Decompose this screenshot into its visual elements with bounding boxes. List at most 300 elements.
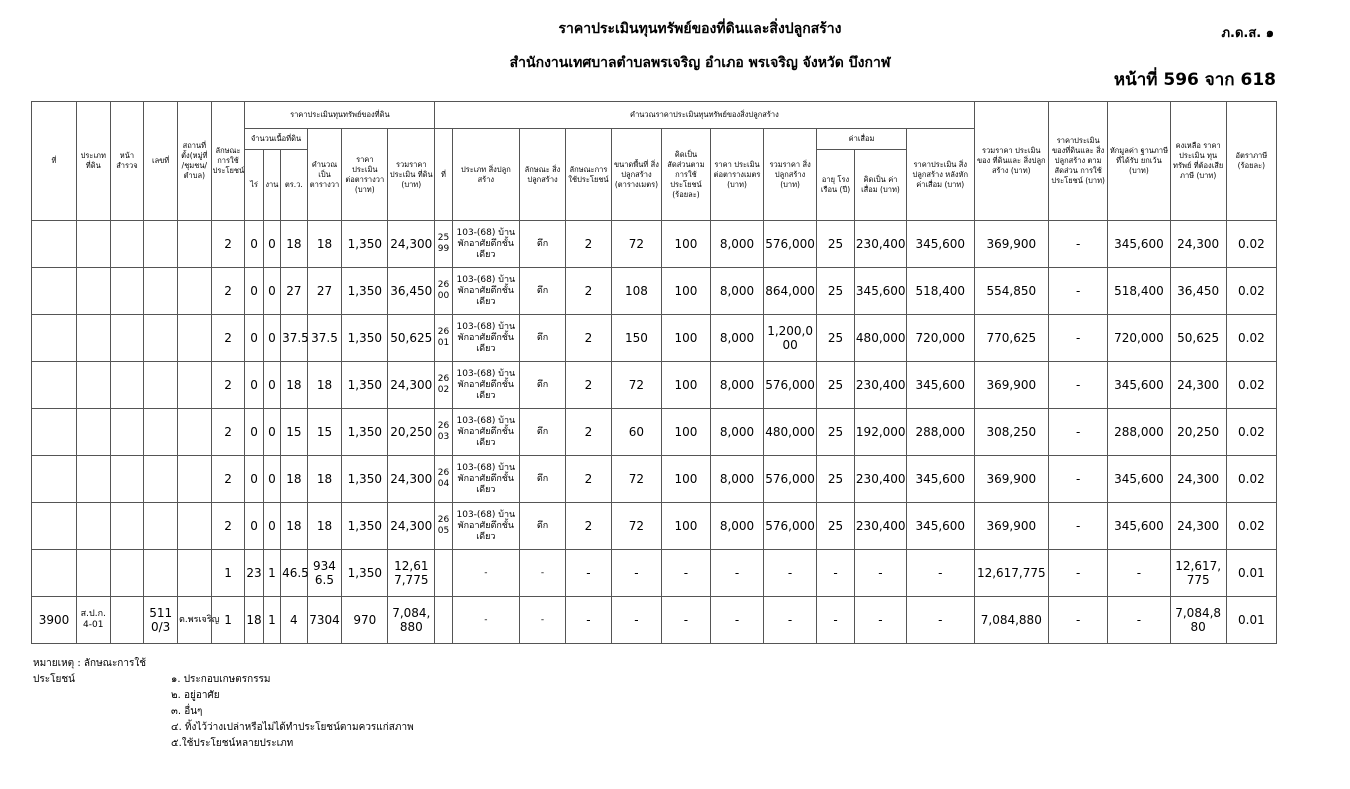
col-calc-wa: คำนวณ เป็น ตารางวา: [307, 129, 342, 221]
cell-b-usage: 2: [565, 456, 611, 503]
col-b-no: ที่: [435, 129, 452, 221]
cell-land-type: [76, 503, 110, 550]
cell-rate: 0.02: [1226, 456, 1276, 503]
cell-b-depr: 192,000: [854, 409, 906, 456]
cell-sum-total: 554,850: [974, 268, 1049, 315]
cell-price-per-wa: 1,350: [342, 550, 388, 597]
cell-remain: 7,084,880: [1170, 597, 1226, 644]
cell-ratio: -: [1049, 362, 1108, 409]
cell-location: [177, 221, 211, 268]
cell-no: 3900: [32, 597, 77, 644]
col-wa: ตร.ว.: [281, 150, 308, 221]
cell-survey-page: [110, 456, 144, 503]
cell-b-price-sqm: 8,000: [710, 362, 763, 409]
cell-b-after: 288,000: [906, 409, 974, 456]
cell-land-type: [76, 550, 110, 597]
cell-b-area: 72: [611, 503, 661, 550]
cell-sum-total: 7,084,880: [974, 597, 1049, 644]
cell-b-area: 72: [611, 221, 661, 268]
cell-remain: 12,617,775: [1170, 550, 1226, 597]
cell-land-type: ส.ป.ก. 4-01: [76, 597, 110, 644]
note-item-5: ๕.ใช้ประโยชน์หลายประเภท: [171, 738, 294, 749]
cell-b-age: 25: [817, 268, 855, 315]
cell-b-price-sqm: -: [710, 597, 763, 644]
cell-b-price-sqm: 8,000: [710, 315, 763, 362]
assessment-table: [31, 101, 1277, 644]
cell-b-pct: 100: [661, 268, 710, 315]
col-b-total: รวมราคา สิ่งปลูกสร้าง (บาท): [764, 129, 817, 221]
cell-rate: 0.02: [1226, 315, 1276, 362]
cell-location: [177, 550, 211, 597]
cell-remain: 24,300: [1170, 221, 1226, 268]
cell-remain: 24,300: [1170, 503, 1226, 550]
cell-b-age: 25: [817, 503, 855, 550]
cell-ngan: 1: [263, 597, 280, 644]
cell-b-depr: 230,400: [854, 221, 906, 268]
col-usage: ลักษณะ การใช้ ประโยชน์: [211, 102, 245, 221]
cell-b-after: 345,600: [906, 456, 974, 503]
cell-ngan: 0: [263, 268, 280, 315]
col-price-per-wa: ราคา ประเมิน ต่อตารางวา (บาท): [342, 129, 388, 221]
cell-rai: 0: [245, 315, 263, 362]
cell-b-usage: 2: [565, 315, 611, 362]
cell-calc-wa: 18: [307, 456, 342, 503]
cell-b-age: 25: [817, 456, 855, 503]
cell-b-area: 72: [611, 456, 661, 503]
cell-b-char: -: [520, 550, 566, 597]
cell-b-char: -: [520, 597, 566, 644]
cell-usage: 2: [211, 221, 245, 268]
cell-remain: 36,450: [1170, 268, 1226, 315]
col-b-pct: คิดเป็น สัดส่วนตาม การใช้ ประโยชน์ (ร้อยละ): [661, 129, 710, 221]
cell-ngan: 0: [263, 362, 280, 409]
cell-b-type: 103-(68) บ้านพักอาศัยตึกชั้นเดียว: [452, 268, 519, 315]
cell-b-no: 2604: [435, 456, 452, 503]
cell-b-area: -: [611, 550, 661, 597]
table-row: [32, 315, 1277, 362]
cell-location: [177, 268, 211, 315]
cell-b-total: 480,000: [764, 409, 817, 456]
cell-b-age: 25: [817, 362, 855, 409]
cell-b-age: -: [817, 597, 855, 644]
cell-ngan: 0: [263, 503, 280, 550]
cell-b-price-sqm: 8,000: [710, 409, 763, 456]
col-no: ที่: [32, 102, 77, 221]
cell-b-no: [435, 550, 452, 597]
cell-b-type: 103-(68) บ้านพักอาศัยตึกชั้นเดียว: [452, 456, 519, 503]
cell-b-pct: -: [661, 597, 710, 644]
cell-rate: 0.02: [1226, 362, 1276, 409]
cell-rate: 0.02: [1226, 409, 1276, 456]
cell-survey-page: [110, 268, 144, 315]
group-depr: ค่าเสื่อม: [817, 129, 907, 150]
group-building: คำนวณราคาประเมินทุนทรัพย์ของสิ่งปลูกสร้าง: [435, 102, 974, 129]
cell-rai: 0: [245, 409, 263, 456]
note-item-3: ๓. อื่นๆ: [171, 706, 203, 717]
cell-b-price-sqm: 8,000: [710, 221, 763, 268]
cell-land-total: 36,450: [388, 268, 435, 315]
cell-b-price-sqm: 8,000: [710, 503, 763, 550]
cell-calc-wa: 37.5: [307, 315, 342, 362]
cell-ratio: -: [1049, 409, 1108, 456]
cell-b-pct: 100: [661, 409, 710, 456]
cell-no: [32, 503, 77, 550]
cell-usage: 2: [211, 456, 245, 503]
col-survey-page: หน้า สำรวจ: [110, 102, 144, 221]
cell-b-total: 576,000: [764, 221, 817, 268]
cell-wa: 18: [281, 456, 308, 503]
cell-b-type: 103-(68) บ้านพักอาศัยตึกชั้นเดียว: [452, 315, 519, 362]
cell-usage: 2: [211, 362, 245, 409]
cell-location: [177, 503, 211, 550]
cell-rai: 0: [245, 456, 263, 503]
cell-rate: 0.02: [1226, 221, 1276, 268]
cell-b-after: -: [906, 597, 974, 644]
cell-b-type: 103-(68) บ้านพักอาศัยตึกชั้นเดียว: [452, 503, 519, 550]
cell-land-total: 20,250: [388, 409, 435, 456]
cell-ratio: -: [1049, 456, 1108, 503]
cell-usage: 2: [211, 503, 245, 550]
cell-b-char: ตึก: [520, 268, 566, 315]
cell-doc-no: [144, 315, 178, 362]
cell-b-age: 25: [817, 315, 855, 362]
cell-deduct: 518,400: [1108, 268, 1170, 315]
cell-b-pct: 100: [661, 315, 710, 362]
cell-calc-wa: 18: [307, 362, 342, 409]
cell-b-price-sqm: 8,000: [710, 456, 763, 503]
cell-price-per-wa: 1,350: [342, 456, 388, 503]
cell-b-price-sqm: -: [710, 550, 763, 597]
cell-b-area: 60: [611, 409, 661, 456]
cell-b-usage: 2: [565, 503, 611, 550]
col-doc-no: เลขที่: [144, 102, 178, 221]
cell-rai: 0: [245, 221, 263, 268]
table-row: [32, 456, 1277, 503]
cell-doc-no: [144, 503, 178, 550]
cell-b-pct: 100: [661, 362, 710, 409]
cell-b-area: 150: [611, 315, 661, 362]
cell-land-type: [76, 268, 110, 315]
cell-doc-no: [144, 456, 178, 503]
office-name: สำนักงานเทศบาลตำบลพรเจริญ อำเภอ พรเจริญ จังหวัด บึงกาฬ: [509, 55, 891, 71]
col-b-depr: คิดเป็น ค่าเสื่อม (บาท): [854, 150, 906, 221]
cell-b-no: 2603: [435, 409, 452, 456]
cell-sum-total: 369,900: [974, 221, 1049, 268]
cell-wa: 18: [281, 362, 308, 409]
cell-b-after: 345,600: [906, 362, 974, 409]
cell-b-total: 576,000: [764, 456, 817, 503]
cell-land-total: 24,300: [388, 503, 435, 550]
cell-ratio: -: [1049, 221, 1108, 268]
cell-b-type: 103-(68) บ้านพักอาศัยตึกชั้นเดียว: [452, 221, 519, 268]
cell-sum-total: 369,900: [974, 503, 1049, 550]
cell-b-after: 720,000: [906, 315, 974, 362]
cell-ngan: 0: [263, 315, 280, 362]
cell-b-no: 2602: [435, 362, 452, 409]
cell-b-type: -: [452, 597, 519, 644]
cell-survey-page: [110, 597, 144, 644]
cell-rai: 18: [245, 597, 263, 644]
cell-wa: 18: [281, 221, 308, 268]
cell-ngan: 0: [263, 409, 280, 456]
cell-ratio: -: [1049, 268, 1108, 315]
cell-calc-wa: 7304: [307, 597, 342, 644]
cell-wa: 27: [281, 268, 308, 315]
cell-land-total: 24,300: [388, 221, 435, 268]
cell-no: [32, 268, 77, 315]
cell-b-depr: -: [854, 597, 906, 644]
col-rate: อัตราภาษี (ร้อยละ): [1226, 102, 1276, 221]
cell-b-age: 25: [817, 221, 855, 268]
cell-wa: 37.5: [281, 315, 308, 362]
cell-ratio: -: [1049, 597, 1108, 644]
cell-b-after: 345,600: [906, 221, 974, 268]
note-item-4: ๔. ทิ้งไว้ว่างเปล่าหรือไม่ได้ทำประโยชน์ตามควรแก่สภาพ: [171, 722, 414, 733]
document-title: ราคาประเมินทุนทรัพย์ของที่ดินและสิ่งปลูกสร้าง: [558, 21, 842, 37]
cell-remain: 24,300: [1170, 456, 1226, 503]
cell-rai: 0: [245, 503, 263, 550]
cell-deduct: -: [1108, 597, 1170, 644]
cell-survey-page: [110, 503, 144, 550]
cell-b-char: ตึก: [520, 456, 566, 503]
col-remain: คงเหลือ ราคาประเมิน ทุนทรัพย์ ที่ต้องเสียภาษี (บาท): [1170, 102, 1226, 221]
cell-rai: 0: [245, 268, 263, 315]
cell-b-depr: 230,400: [854, 503, 906, 550]
cell-b-type: -: [452, 550, 519, 597]
cell-doc-no: [144, 550, 178, 597]
col-location: สถานที่ตั้ง(หมู่ที่ /ชุมชน/ ตำบล): [177, 102, 211, 221]
cell-land-total: 24,300: [388, 362, 435, 409]
col-b-area: ขนาดพื้นที่ สิ่งปลูกสร้าง (ตารางเมตร): [611, 129, 661, 221]
cell-survey-page: [110, 362, 144, 409]
cell-doc-no: 5110/3: [144, 597, 178, 644]
cell-land-type: [76, 409, 110, 456]
cell-deduct: 345,600: [1108, 503, 1170, 550]
cell-deduct: 345,600: [1108, 221, 1170, 268]
cell-deduct: 720,000: [1108, 315, 1170, 362]
cell-location: [177, 362, 211, 409]
cell-deduct: 345,600: [1108, 456, 1170, 503]
table-row: [32, 550, 1277, 597]
col-deduct: หักมูลค่า ฐานภาษี ที่ได้รับ ยกเว้น (บาท): [1108, 102, 1170, 221]
table-row: [32, 597, 1277, 644]
cell-usage: 2: [211, 315, 245, 362]
table-row: [32, 362, 1277, 409]
cell-b-total: 576,000: [764, 503, 817, 550]
cell-b-age: -: [817, 550, 855, 597]
cell-rai: 0: [245, 362, 263, 409]
cell-land-type: [76, 315, 110, 362]
cell-b-depr: -: [854, 550, 906, 597]
cell-land-type: [76, 221, 110, 268]
cell-b-usage: 2: [565, 268, 611, 315]
cell-land-total: 12,617,775: [388, 550, 435, 597]
col-b-usage: ลักษณะการ ใช้ประโยชน์: [565, 129, 611, 221]
cell-b-after: 518,400: [906, 268, 974, 315]
cell-location: [177, 456, 211, 503]
cell-ratio: -: [1049, 503, 1108, 550]
cell-b-usage: -: [565, 597, 611, 644]
col-land-type: ประเภท ที่ดิน: [76, 102, 110, 221]
cell-ratio: -: [1049, 315, 1108, 362]
cell-b-depr: 230,400: [854, 362, 906, 409]
col-sum-total: รวมราคา ประเมินของ ที่ดินและ สิ่งปลูกสร้าง (บาท): [974, 102, 1049, 221]
cell-b-area: 72: [611, 362, 661, 409]
cell-b-pct: 100: [661, 456, 710, 503]
cell-b-total: 864,000: [764, 268, 817, 315]
note-item-1: ๑. ประกอบเกษตรกรรม: [171, 674, 271, 685]
cell-calc-wa: 27: [307, 268, 342, 315]
cell-ngan: 0: [263, 221, 280, 268]
cell-b-pct: 100: [661, 503, 710, 550]
cell-price-per-wa: 1,350: [342, 221, 388, 268]
table-row: [32, 268, 1277, 315]
cell-b-usage: 2: [565, 409, 611, 456]
cell-sum-total: 308,250: [974, 409, 1049, 456]
group-area: จำนวนเนื้อที่ดิน: [245, 129, 307, 150]
cell-price-per-wa: 1,350: [342, 409, 388, 456]
cell-calc-wa: 18: [307, 503, 342, 550]
cell-b-no: 2605: [435, 503, 452, 550]
cell-land-total: 24,300: [388, 456, 435, 503]
cell-wa: 46.5: [281, 550, 308, 597]
cell-no: [32, 456, 77, 503]
col-land-total: รวมราคา ประเมิน ที่ดิน (บาท): [388, 129, 435, 221]
cell-remain: 50,625: [1170, 315, 1226, 362]
cell-b-total: -: [764, 597, 817, 644]
cell-no: [32, 315, 77, 362]
cell-doc-no: [144, 221, 178, 268]
note-item-2: ๒. อยู่อาศัย: [171, 690, 220, 701]
cell-b-pct: -: [661, 550, 710, 597]
cell-b-no: 2600: [435, 268, 452, 315]
cell-survey-page: [110, 315, 144, 362]
cell-price-per-wa: 1,350: [342, 315, 388, 362]
cell-b-char: ตึก: [520, 221, 566, 268]
cell-no: [32, 550, 77, 597]
table-row: [32, 221, 1277, 268]
cell-calc-wa: 15: [307, 409, 342, 456]
cell-doc-no: [144, 268, 178, 315]
col-b-price-sqm: ราคา ประเมิน ต่อตารางเมตร (บาท): [710, 129, 763, 221]
cell-sum-total: 369,900: [974, 456, 1049, 503]
page-indicator: หน้าที่ 596 จาก 618: [1113, 70, 1276, 90]
cell-price-per-wa: 1,350: [342, 503, 388, 550]
cell-b-usage: 2: [565, 362, 611, 409]
cell-deduct: -: [1108, 550, 1170, 597]
notes-lead: หมายเหตุ : ลักษณะการใช้ประโยชน์: [33, 658, 147, 685]
cell-survey-page: [110, 550, 144, 597]
cell-b-after: -: [906, 550, 974, 597]
cell-b-depr: 345,600: [854, 268, 906, 315]
col-rai: ไร่: [245, 150, 263, 221]
cell-b-char: ตึก: [520, 503, 566, 550]
cell-rate: 0.01: [1226, 550, 1276, 597]
notes: [33, 656, 414, 752]
col-ngan: งาน: [263, 150, 280, 221]
cell-b-char: ตึก: [520, 315, 566, 362]
col-b-age: อายุ โรงเรือน (ปี): [817, 150, 855, 221]
col-b-char: ลักษณะ สิ่งปลูกสร้าง: [520, 129, 566, 221]
cell-no: [32, 409, 77, 456]
cell-no: [32, 221, 77, 268]
cell-ratio: -: [1049, 550, 1108, 597]
group-land: ราคาประเมินทุนทรัพย์ของที่ดิน: [245, 102, 435, 129]
cell-sum-total: 12,617,775: [974, 550, 1049, 597]
cell-ngan: 0: [263, 456, 280, 503]
cell-sum-total: 770,625: [974, 315, 1049, 362]
cell-land-total: 50,625: [388, 315, 435, 362]
table-row: [32, 503, 1277, 550]
cell-b-type: 103-(68) บ้านพักอาศัยตึกชั้นเดียว: [452, 409, 519, 456]
cell-b-depr: 480,000: [854, 315, 906, 362]
table-row: [32, 409, 1277, 456]
cell-calc-wa: 9346.5: [307, 550, 342, 597]
cell-usage: 2: [211, 268, 245, 315]
cell-deduct: 345,600: [1108, 362, 1170, 409]
cell-price-per-wa: 970: [342, 597, 388, 644]
cell-b-char: ตึก: [520, 362, 566, 409]
cell-doc-no: [144, 409, 178, 456]
cell-rate: 0.02: [1226, 268, 1276, 315]
col-ratio: ราคาประเมิน ของที่ดินและ สิ่งปลูกสร้าง ตามสัดส่วน การใช้ประโยชน์ (บาท): [1049, 102, 1108, 221]
cell-b-usage: -: [565, 550, 611, 597]
cell-b-no: 2599: [435, 221, 452, 268]
cell-location: ต.พรเจริญ: [177, 597, 211, 644]
cell-land-type: [76, 362, 110, 409]
cell-remain: 20,250: [1170, 409, 1226, 456]
cell-deduct: 288,000: [1108, 409, 1170, 456]
cell-b-char: ตึก: [520, 409, 566, 456]
cell-usage: 1: [211, 550, 245, 597]
cell-b-pct: 100: [661, 221, 710, 268]
cell-price-per-wa: 1,350: [342, 268, 388, 315]
cell-b-depr: 230,400: [854, 456, 906, 503]
cell-b-total: 576,000: [764, 362, 817, 409]
cell-b-area: 108: [611, 268, 661, 315]
cell-b-area: -: [611, 597, 661, 644]
cell-b-type: 103-(68) บ้านพักอาศัยตึกชั้นเดียว: [452, 362, 519, 409]
cell-rai: 23: [245, 550, 263, 597]
form-code: ภ.ด.ส. ๑: [1221, 26, 1274, 41]
col-b-after: ราคาประเมิน สิ่งปลูกสร้าง หลังหัก ค่าเสื่อม (บาท): [906, 129, 974, 221]
cell-b-after: 345,600: [906, 503, 974, 550]
cell-no: [32, 362, 77, 409]
cell-calc-wa: 18: [307, 221, 342, 268]
table-body: [32, 221, 1277, 644]
cell-sum-total: 369,900: [974, 362, 1049, 409]
cell-remain: 24,300: [1170, 362, 1226, 409]
cell-usage: 2: [211, 409, 245, 456]
cell-b-total: -: [764, 550, 817, 597]
cell-survey-page: [110, 409, 144, 456]
cell-rate: 0.02: [1226, 503, 1276, 550]
cell-b-total: 1,200,000: [764, 315, 817, 362]
cell-wa: 15: [281, 409, 308, 456]
cell-rate: 0.01: [1226, 597, 1276, 644]
cell-b-age: 25: [817, 409, 855, 456]
col-b-type: ประเภท สิ่งปลูกสร้าง: [452, 129, 519, 221]
cell-land-total: 7,084,880: [388, 597, 435, 644]
cell-b-no: 2601: [435, 315, 452, 362]
cell-price-per-wa: 1,350: [342, 362, 388, 409]
cell-doc-no: [144, 362, 178, 409]
cell-wa: 4: [281, 597, 308, 644]
cell-wa: 18: [281, 503, 308, 550]
cell-survey-page: [110, 221, 144, 268]
cell-location: [177, 315, 211, 362]
cell-b-no: [435, 597, 452, 644]
